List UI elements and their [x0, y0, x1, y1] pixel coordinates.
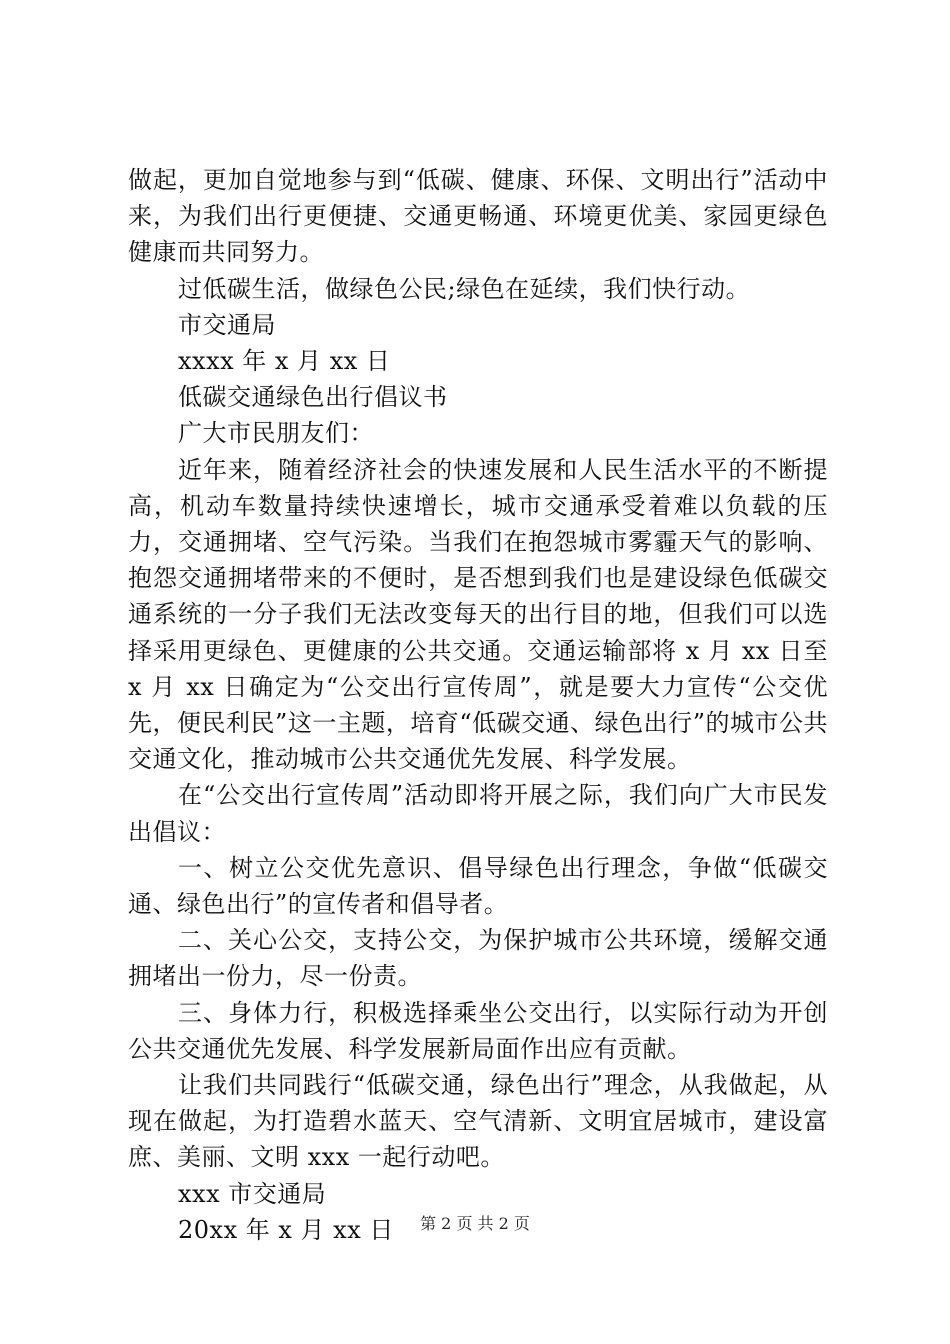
closing-signature-org: xxx 市交通局: [178, 1179, 327, 1208]
signature-date: xxxx 年 x 月 xx 日: [178, 347, 391, 376]
document-body: [128, 162, 828, 1248]
paragraph-intro: 近年来，随着经济社会的快速发展和人民生活水平的不断提高，机动车数量持续快速增长，城市交通承受着难以负载的压力，交通拥堵、空气污染。当我们在抱怨城市雾霾天气的影响、抱怨交通拥堵带来的不便时，是否想到我们也是建设绿色低碳交通系统的一分子我们无法改变每天的出行目的地，但我们可以选择采用更绿色、更健康的公共交通。交通运输部将 x 月 xx 日至 x 月 xx 日确定为“公交出行宣传周”，就是要大力宣传“公交优先，便民利民”这一主题，培育“低碳交通、绿色出行”的城市公共交通文化，推动城市公共交通优先发展、科学发展。: [128, 455, 828, 774]
paragraph-slogan: 过低碳生活，做绿色公民;绿色在延续，我们快行动。: [178, 274, 751, 303]
document-title: 低碳交通绿色出行倡议书: [178, 383, 448, 412]
paragraph-closing: 让我们共同践行“低碳交通，绿色出行”理念，从我做起，从现在做起，为打造碧水蓝天、空气清新、文明宜居城市，建设富庶、美丽、文明 xxx 一起行动吧。: [128, 1071, 828, 1172]
closing-signature-date: 20xx 年 x 月 xx 日: [178, 1215, 394, 1244]
paragraph-call: 在“公交出行宣传周”活动即将开展之际，我们向广大市民发出倡议：: [128, 781, 828, 846]
salutation: 广大市民朋友们：: [178, 419, 374, 448]
signature-org: 市交通局: [178, 310, 276, 339]
paragraph-continuation: 做起，更加自觉地参与到“低碳、健康、环保、文明出行”活动中来，为我们出行更便捷、交通更畅通、环境更优美、家园更绿色健康而共同努力。: [128, 166, 828, 267]
proposal-item-1: 一、树立公交优先意识、倡导绿色出行理念，争做“低碳交通、绿色出行”的宣传者和倡导者。: [128, 853, 828, 919]
page-number-footer: 第 2 页 共 2 页: [420, 1214, 530, 1233]
proposal-item-3: 三、身体力行，积极选择乘坐公交出行，以实际行动为开创公共交通优先发展、科学发展新局面作出应有贡献。: [128, 998, 828, 1063]
proposal-item-2: 二、关心公交，支持公交，为保护城市公共环境，缓解交通拥堵出一份力，尽一份责。: [128, 926, 828, 991]
